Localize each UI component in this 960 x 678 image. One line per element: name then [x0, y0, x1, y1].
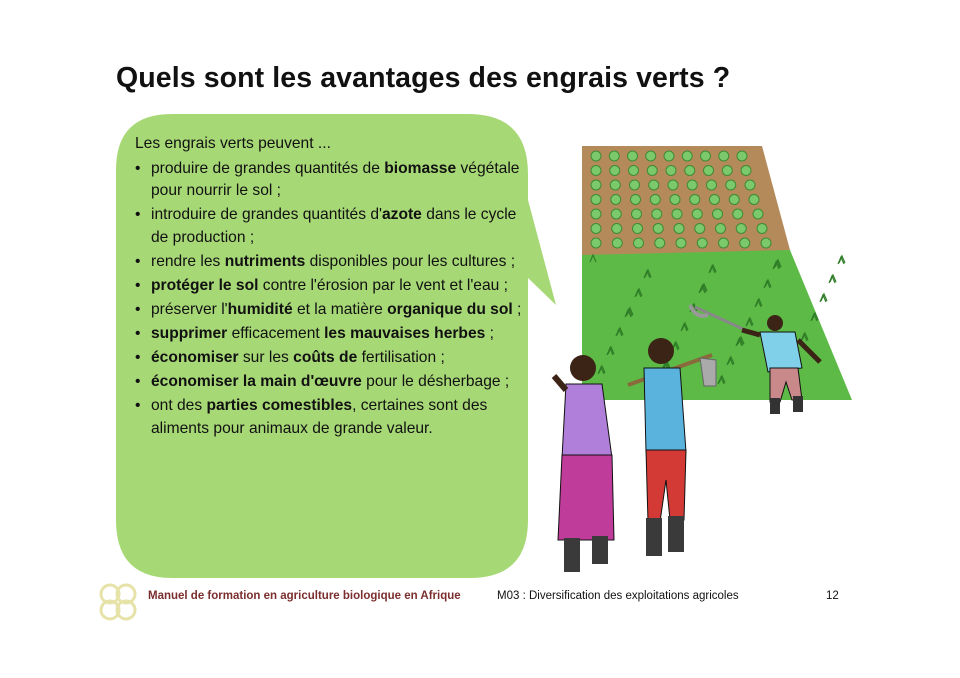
cabbage-plant [591, 151, 601, 161]
cabbage-plant [726, 180, 736, 190]
cabbage-plant [737, 151, 747, 161]
slide-title: Quels sont les avantages des engrais verts ? [116, 62, 731, 94]
cabbage-plant [591, 209, 601, 219]
cabbage-plant [650, 195, 660, 205]
cabbage-plant [591, 224, 601, 234]
emphasis-text: humidité [227, 300, 293, 318]
emphasis-text: organique du sol [387, 300, 513, 318]
cabbage-plant [736, 224, 746, 234]
cabbage-plant [719, 238, 729, 248]
emphasis-text: économiser [151, 349, 239, 367]
cabbage-plant [629, 166, 639, 176]
body-text: sur les [238, 349, 294, 367]
body-text: et la matière [292, 300, 388, 318]
body-text: fertilisation ; [357, 349, 445, 367]
cabbage-plant [655, 238, 665, 248]
body-text: ; [485, 324, 494, 342]
cabbage-plant [612, 224, 622, 234]
cabbage-plant [668, 180, 678, 190]
cabbage-plant [749, 195, 759, 205]
cabbage-plant [609, 151, 619, 161]
cabbage-plant [649, 180, 659, 190]
cabbage-plant [685, 166, 695, 176]
benefit-item [135, 323, 525, 346]
body-text: introduire de grandes quantités d' [151, 206, 382, 224]
cabbage-plant [740, 238, 750, 248]
cabbage-plant [729, 195, 739, 205]
cabbage-plant [632, 209, 642, 219]
cabbage-plant [761, 238, 771, 248]
cabbage-plant [591, 166, 601, 176]
body-text: végétale pour nourrir le sol ; [151, 159, 520, 199]
cabbage-plant [633, 224, 643, 234]
cabbage-plant [611, 209, 621, 219]
intro-text: Les engrais verts peuvent ... [135, 135, 331, 152]
benefit-item [135, 371, 525, 394]
emphasis-text: supprimer [151, 324, 228, 342]
body-text: contre l'érosion par le vent et l'eau ; [258, 276, 508, 294]
cabbage-plant [692, 209, 702, 219]
cabbage-plant [741, 166, 751, 176]
benefit-item [135, 299, 525, 322]
cabbage-plant [591, 238, 601, 248]
farm-illustration [540, 130, 870, 590]
program-logo [94, 578, 142, 626]
cabbage-plant [653, 224, 663, 234]
emphasis-text: biomasse [384, 159, 457, 177]
benefit-item [135, 275, 525, 298]
body-text: pour le désherbage ; [361, 373, 510, 391]
emphasis-text: économiser la main d'œuvre [151, 373, 362, 391]
cabbage-plant [716, 224, 726, 234]
cabbage-plant [733, 209, 743, 219]
cabbage-plant [646, 151, 656, 161]
cabbage-plant [647, 166, 657, 176]
cabbage-plant [757, 224, 767, 234]
cabbage-plant [719, 151, 729, 161]
emphasis-text: parties comestibles [206, 397, 353, 415]
page-number: 12 [826, 590, 839, 602]
cabbage-plant [676, 238, 686, 248]
emphasis-text: nutriments [224, 252, 306, 270]
cabbage-plant [666, 166, 676, 176]
body-text: préserver l' [151, 300, 228, 318]
benefit-item [135, 395, 525, 440]
cabbage-plant [704, 166, 714, 176]
cabbage-plant [630, 180, 640, 190]
body-text: efficacement [227, 324, 325, 342]
emphasis-text: les mauvaises herbes [324, 324, 486, 342]
benefit-item [135, 158, 525, 203]
cabbage-plant [707, 180, 717, 190]
cabbage-plant [672, 209, 682, 219]
cabbage-plant [591, 180, 601, 190]
cabbage-plant [670, 195, 680, 205]
cabbage-plant [753, 209, 763, 219]
benefit-item [135, 204, 525, 249]
footer-module-title: M03 : Diversification des exploitations agricoles [497, 590, 739, 602]
emphasis-text: azote [381, 206, 422, 224]
benefit-item [135, 347, 525, 370]
benefit-item [135, 251, 525, 274]
cabbage-plant [674, 224, 684, 234]
cabbage-plant [612, 238, 622, 248]
cabbage-plant [701, 151, 711, 161]
body-text: ont des [151, 397, 207, 415]
benefits-list [135, 158, 525, 441]
cabbage-plant [697, 238, 707, 248]
cabbage-plant [682, 151, 692, 161]
cabbage-plant [690, 195, 700, 205]
body-text: produire de grandes quantités de [151, 159, 385, 177]
body-text: ; [512, 300, 522, 318]
cabbage-plant [591, 195, 601, 205]
cabbage-plant [631, 195, 641, 205]
cabbage-plant [713, 209, 723, 219]
cabbage-plant [628, 151, 638, 161]
cabbage-plant [687, 180, 697, 190]
cabbage-plant [722, 166, 732, 176]
cabbage-plant [745, 180, 755, 190]
cabbage-plant [610, 166, 620, 176]
cabbage-plant [610, 180, 620, 190]
body-text: disponibles pour les cultures ; [305, 252, 516, 270]
cabbage-plant [611, 195, 621, 205]
body-text: rendre les [151, 252, 225, 270]
body-text: dans le cycle de production ; [151, 206, 517, 246]
emphasis-text: protéger le sol [151, 276, 259, 294]
body-text: , certaines sont des aliments pour animaux de grande valeur. [151, 397, 488, 437]
cabbage-plant [634, 238, 644, 248]
benefits-text [135, 133, 525, 442]
emphasis-text: coûts de [293, 349, 358, 367]
footer-manual-title: Manuel de formation en agriculture biologique en Afrique [148, 590, 461, 602]
cabbage-plant [695, 224, 705, 234]
cabbage-plant [652, 209, 662, 219]
cabbage-plant [664, 151, 674, 161]
cabbage-plant [710, 195, 720, 205]
